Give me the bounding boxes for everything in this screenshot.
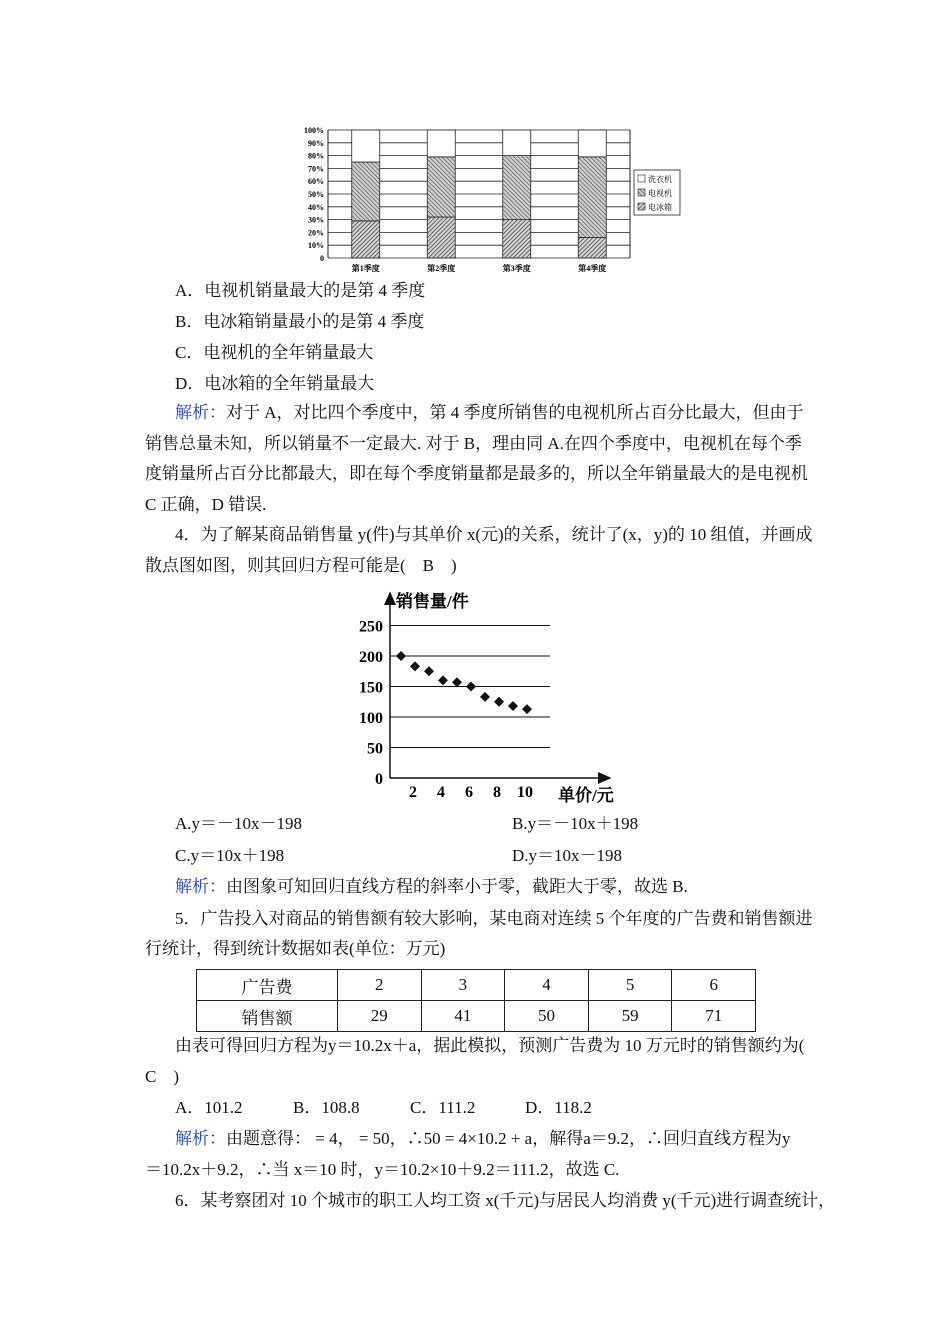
scatter-point	[466, 682, 476, 692]
x-tick-label: 4	[437, 784, 445, 801]
data-table	[196, 969, 756, 1032]
table-cell: 50	[505, 1001, 589, 1032]
y-tick-label: 0	[375, 771, 383, 788]
y-tick-label: 80%	[308, 151, 324, 161]
scatter-point	[452, 677, 462, 687]
y-tick-label: 70%	[308, 164, 324, 174]
q5-analysis-line-2: ＝10.2x＋9.2，∴当 x＝10 时，y＝10.2×10＋9.2＝111.2，故选 C.	[145, 1160, 620, 1179]
q4-analysis-label: 解析：	[175, 877, 226, 896]
legend-label: 电视机	[648, 189, 672, 198]
q4-option-a: A.y＝－10x－198	[175, 814, 303, 833]
q4-analysis: 解析：由图象可知回归直线方程的斜率小于零，截距大于零，故选 B.	[175, 877, 688, 896]
q4-question-line-2: 散点图如图，则其回归方程可能是( B )	[145, 556, 457, 575]
scatter-point	[424, 666, 434, 676]
y-tick-label: 100	[359, 710, 383, 727]
bar-segment	[352, 130, 380, 162]
q4-option-c: C.y＝10x＋198	[175, 846, 285, 865]
stacked-bar-chart	[290, 120, 690, 280]
y-tick-label: 50	[367, 740, 383, 758]
q4-option-d: D.y＝10x－198	[512, 846, 623, 865]
x-tick-label: 10	[517, 784, 533, 801]
table-row	[197, 1001, 756, 1032]
x-tick-label: 6	[465, 784, 473, 801]
q3-option-c: C．电视机的全年销量最大	[175, 343, 374, 362]
q5-option-d: D．118.2	[525, 1098, 592, 1117]
q5-after-table: 由表可得回归方程为y＝10.2x＋a，据此模拟，预测广告费为 10 万元时的销售额约为(	[175, 1036, 805, 1055]
legend-swatch	[638, 203, 645, 210]
table-row	[197, 970, 756, 1001]
y-tick-label: 100%	[304, 126, 324, 135]
q3-option-d: D．电冰箱的全年销量最大	[175, 374, 375, 393]
y-tick-label: 10%	[308, 241, 324, 251]
q4-question-line-1: 4．为了解某商品销售量 y(件)与其单价 x(元)的关系，统计了(x，y)的 10 组值，并画成	[175, 525, 813, 544]
q3-analysis-line-4: C 正确，D 错误.	[145, 495, 267, 514]
scatter-xlabel: 单价/元	[558, 786, 614, 805]
table-cell: 3	[421, 970, 505, 1001]
scatter-point	[508, 701, 518, 711]
table-cell: 2	[338, 970, 422, 1001]
bar-segment	[503, 220, 531, 258]
legend-swatch	[638, 175, 645, 182]
table-cell: 4	[505, 970, 589, 1001]
q5-option-b: B．108.8	[293, 1098, 360, 1117]
q3-option-b: B．电冰箱销量最小的是第 4 季度	[175, 312, 425, 331]
y-tick-label: 150	[359, 679, 383, 697]
x-tick-label: 8	[493, 784, 501, 801]
y-tick-label: 0	[320, 254, 324, 263]
q3-analysis-line-1: 解析：对于 A，对比四个季度中，第 4 季度所销售的电视机所占百分比最大，但由于	[175, 403, 804, 422]
y-tick-label: 50%	[308, 190, 324, 199]
legend-label: 洗衣机	[648, 175, 672, 184]
table-row-label: 销售额	[197, 1001, 338, 1032]
y-tick-label: 90%	[308, 138, 324, 148]
q5-question-line-1: 5．广告投入对商品的销售额有较大影响，某电商对连续 5 个年度的广告费和销售额进	[175, 909, 813, 928]
x-tick-label: 第1季度	[351, 264, 380, 273]
scatter-point	[480, 692, 490, 702]
scatter-point	[438, 675, 448, 685]
table-cell: 41	[421, 1001, 505, 1032]
scatter-chart	[340, 585, 630, 810]
bar-segment	[503, 130, 531, 156]
scatter-point	[396, 651, 406, 661]
table-cell: 29	[338, 1001, 422, 1032]
x-tick-label: 第4季度	[578, 264, 607, 273]
y-tick-label: 20%	[308, 228, 324, 238]
bar-segment	[352, 221, 380, 258]
bar-segment	[427, 217, 455, 258]
q4-option-b: B.y＝－10x＋198	[512, 814, 639, 833]
q5-question-line-2: 行统计，得到统计数据如表(单位：万元)	[145, 939, 446, 958]
bar-segment	[352, 162, 380, 221]
bar-segment	[578, 130, 606, 157]
q3-option-a: A．电视机销量最大的是第 4 季度	[175, 281, 426, 300]
q3-analysis-label: 解析：	[175, 403, 226, 422]
y-tick-label: 250	[359, 618, 383, 636]
table-row-label: 广告费	[197, 970, 338, 1001]
scatter-point	[522, 704, 532, 714]
bar-segment	[427, 157, 455, 217]
q6-question-line: 6．某考察团对 10 个城市的职工人均工资 x(千元)与居民人均消费 y(千元)进行调查统计，	[175, 1191, 836, 1210]
y-tick-label: 30%	[308, 215, 324, 225]
scatter-point	[410, 661, 420, 671]
q3-analysis-line-2: 销售总量未知，所以销量不一定最大. 对于 B，理由同 A.在四个季度中，电视机在每个季	[145, 434, 802, 453]
x-tick-label: 第2季度	[427, 264, 456, 273]
q5-analysis-line-1: 解析：由题意得： = 4， = 50，∴50 = 4×10.2 + a，解得a＝9.2，∴回归直线方程为y	[175, 1129, 791, 1148]
scatter-ylabel: 销售量/件	[396, 592, 469, 611]
q5-option-c: C．111.2	[410, 1098, 476, 1117]
bar-segment	[503, 156, 531, 220]
q5-option-a: A．101.2	[175, 1098, 243, 1117]
q5-analysis-label: 解析：	[175, 1129, 226, 1148]
legend-label: 电冰箱	[648, 203, 672, 212]
y-tick-label: 60%	[308, 177, 324, 187]
bar-segment	[427, 130, 455, 157]
x-tick-label: 2	[409, 784, 417, 801]
table-cell: 71	[672, 1001, 756, 1032]
table-cell: 59	[588, 1001, 672, 1032]
scatter-point	[494, 697, 504, 707]
x-tick-label: 第3季度	[502, 264, 531, 273]
legend-swatch	[638, 189, 645, 196]
bar-segment	[578, 238, 606, 258]
q5-answer: C )	[145, 1067, 179, 1086]
y-tick-label: 200	[359, 649, 383, 666]
bar-segment	[578, 157, 606, 238]
table-cell: 5	[588, 970, 672, 1001]
y-tick-label: 40%	[308, 202, 324, 212]
q3-analysis-line-3: 度销量所占百分比都最大，即在每个季度销量都是最多的，所以全年销量最大的是电视机	[145, 464, 808, 483]
table-cell: 6	[672, 970, 756, 1001]
